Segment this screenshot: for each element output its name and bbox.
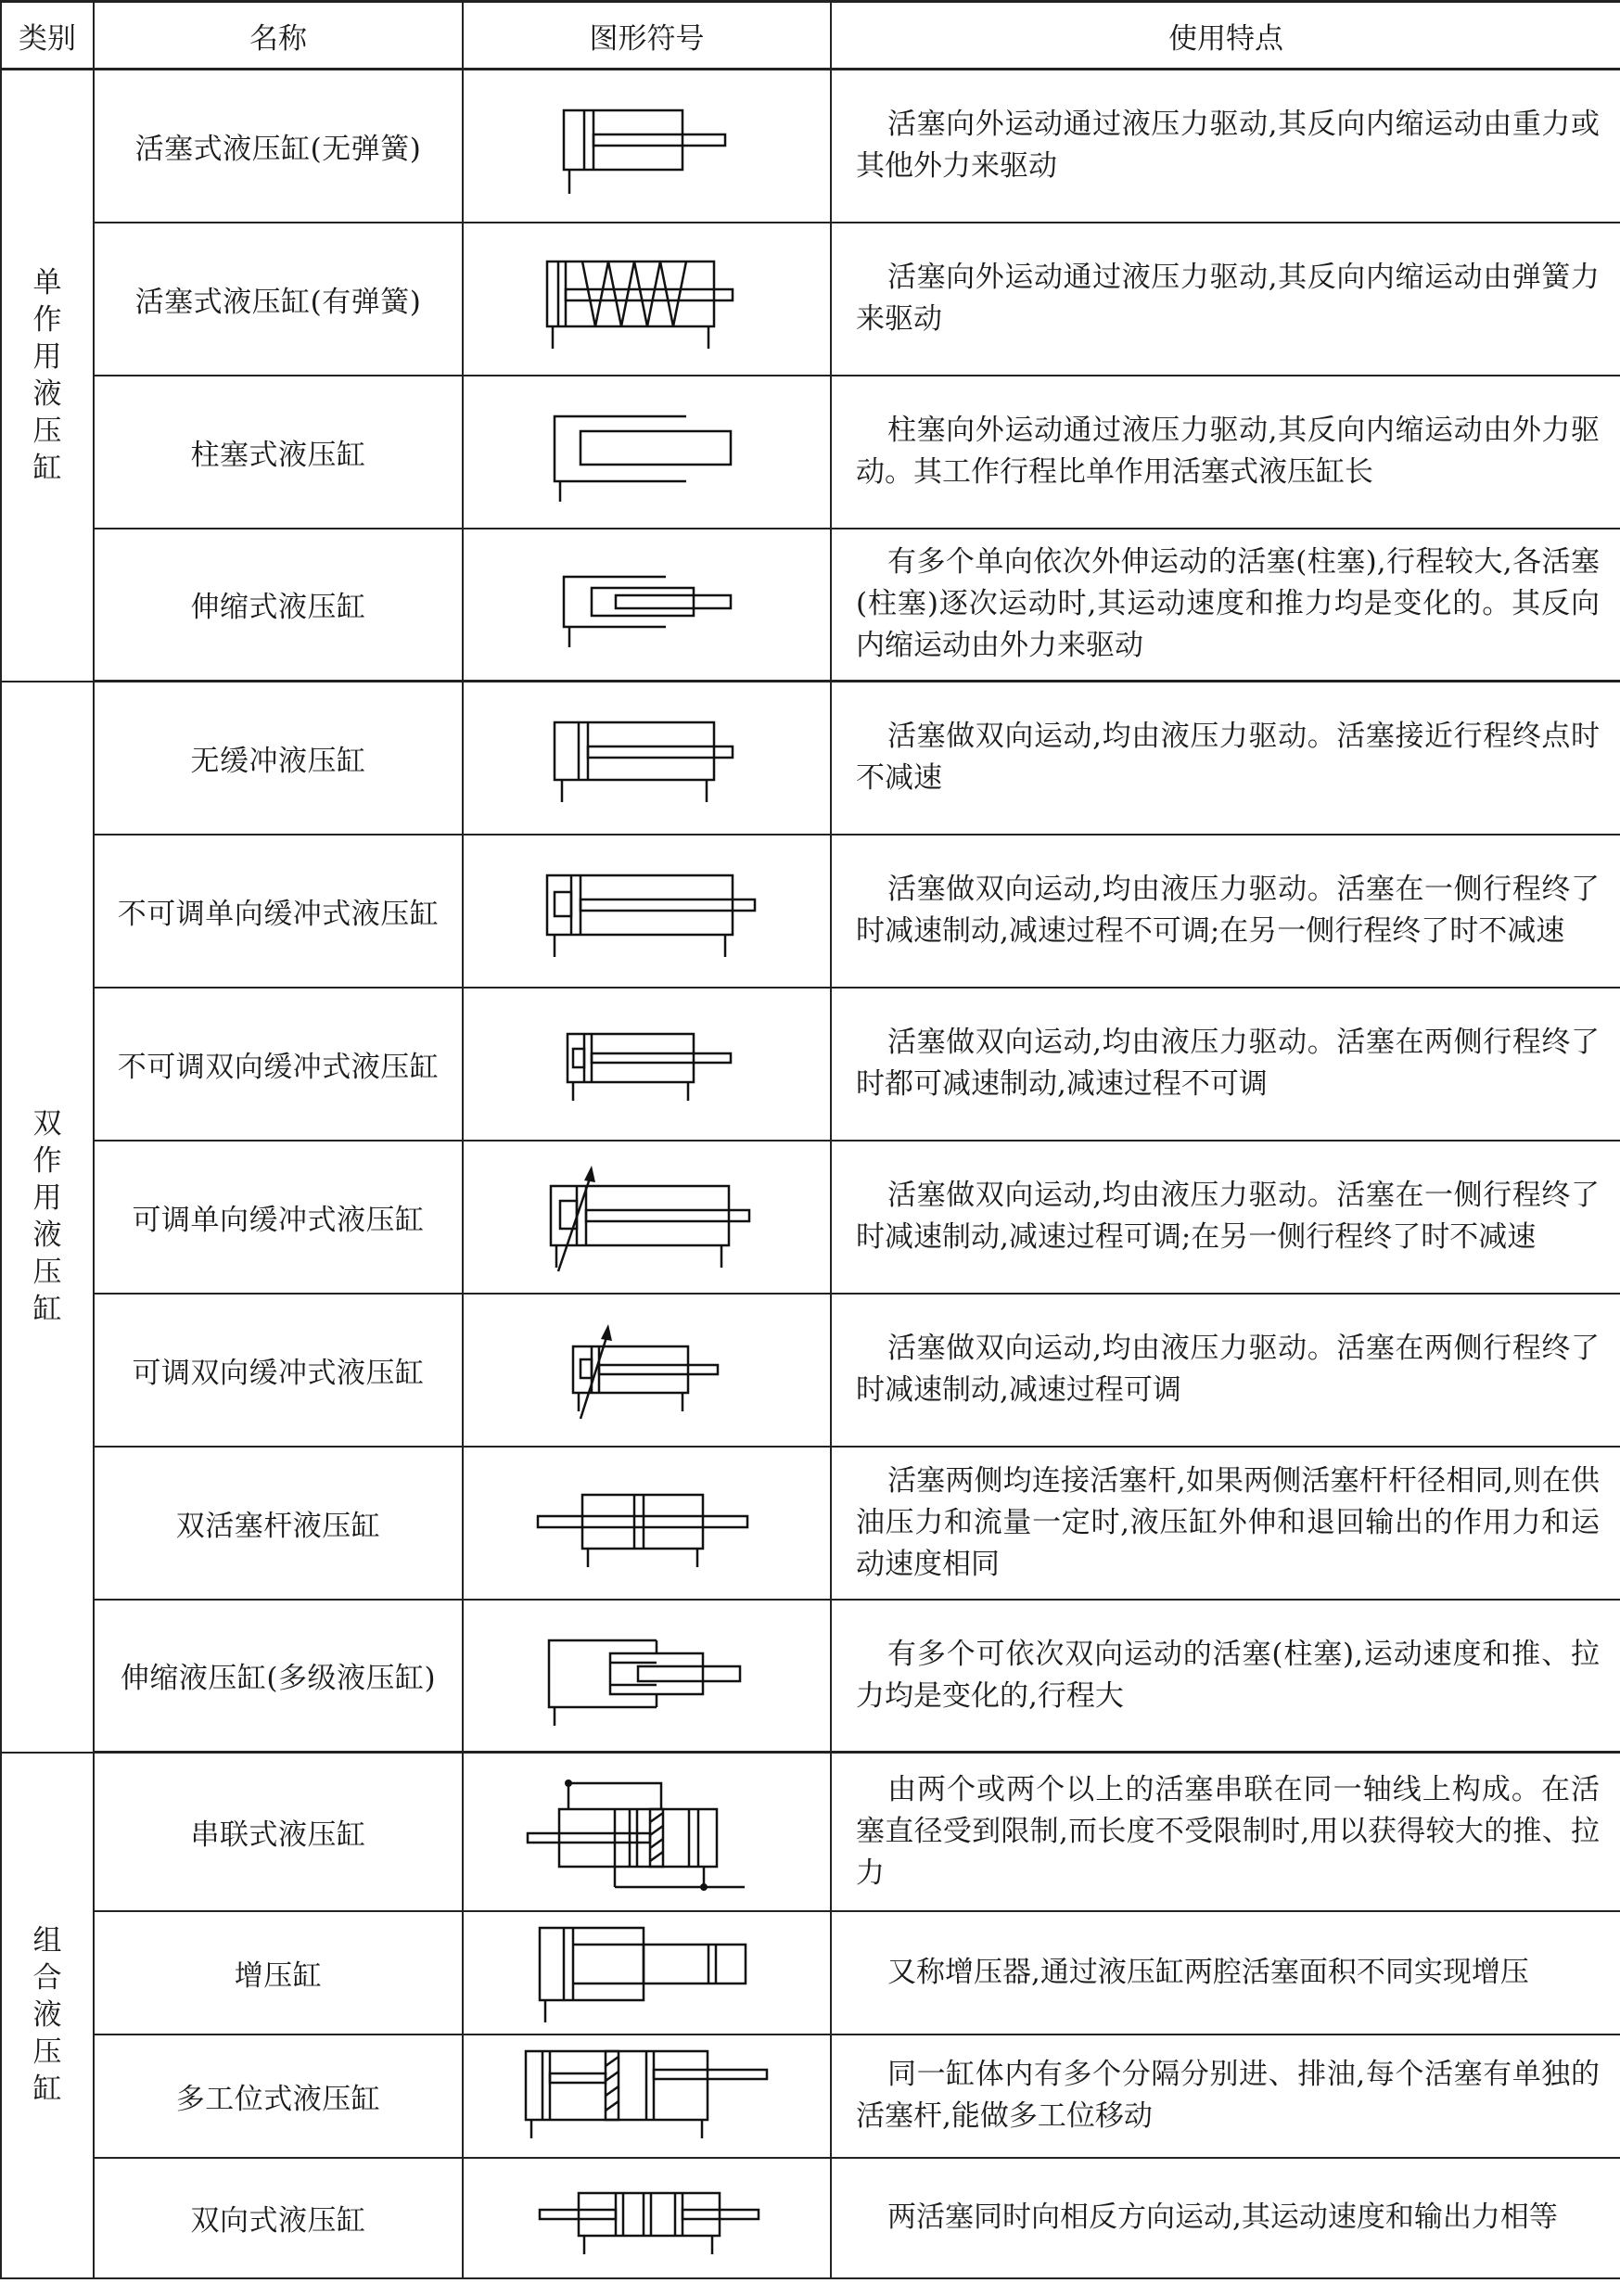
name-cell: 无缓冲液压缸 (94, 682, 463, 835)
table-row (1, 2158, 1620, 2278)
name-cell: 双活塞杆液压缸 (94, 1447, 463, 1600)
feature-cell: 两活塞同时向相反方向运动,其运动速度和输出力相等 (831, 2158, 1620, 2278)
symbol-cell (463, 2158, 831, 2278)
tandem-cylinder-symbol (522, 1757, 772, 1906)
symbol-cell (463, 1447, 831, 1600)
feature-cell: 活塞做双向运动,均由液压力驱动。活塞接近行程终点时不减速 (831, 682, 1620, 835)
feature-cell: 活塞向外运动通过液压力驱动,其反向内缩运动由重力或其他外力来驱动 (831, 70, 1620, 223)
double-acting-no-cushion-symbol (527, 702, 768, 813)
name-cell: 多工位式液压缸 (94, 2035, 463, 2158)
name-cell: 可调双向缓冲式液压缸 (94, 1294, 463, 1447)
feature-cell: 活塞做双向运动,均由液压力驱动。活塞在一侧行程终了时减速制动,减速过程可调;在另一侧行程终了时不减速 (831, 1141, 1620, 1294)
symbol-cell (463, 1141, 831, 1294)
telescopic-single-symbol (527, 549, 768, 660)
name-cell: 串联式液压缸 (94, 1753, 463, 1911)
multi-position-symbol (522, 2040, 772, 2151)
table-row (1, 1911, 1620, 2035)
category-cell (1, 1753, 94, 2278)
table-row (1, 1141, 1620, 1294)
feature-cell: 活塞两侧均连接活塞杆,如果两侧活塞杆杆径相同,则在供油压力和流量一定时,液压缸外伸和退回输出的作用力和运动速度相同 (831, 1447, 1620, 1600)
adjustable-double-cushion-symbol (527, 1309, 768, 1430)
telescopic-multistage-symbol (527, 1620, 768, 1731)
header-row (1, 2, 1620, 70)
fixed-single-cushion-symbol (527, 855, 768, 966)
single-acting-piston-spring-symbol (527, 243, 768, 354)
name-cell: 活塞式液压缸(有弹簧) (94, 223, 463, 376)
symbol-cell (463, 223, 831, 376)
table-row (1, 682, 1620, 835)
table-row (1, 70, 1620, 223)
table-row (1, 2035, 1620, 2158)
symbol-cell (463, 70, 831, 223)
feature-cell: 活塞做双向运动,均由液压力驱动。活塞在两侧行程终了时都可减速制动,减速过程不可调 (831, 988, 1620, 1141)
symbol-cell (463, 376, 831, 529)
fixed-double-cushion-symbol (527, 1008, 768, 1119)
feature-cell: 同一缸体内有多个分隔分别进、排油,每个活塞有单独的活塞杆,能做多工位移动 (831, 2035, 1620, 2158)
bidirectional-symbol (527, 2167, 768, 2269)
category-cell (1, 682, 94, 1753)
name-cell: 可调单向缓冲式液压缸 (94, 1141, 463, 1294)
plunger-cylinder-symbol (527, 396, 768, 507)
name-cell: 伸缩式液压缸 (94, 529, 463, 682)
feature-cell: 又称增压器,通过液压缸两腔活塞面积不同实现增压 (831, 1911, 1620, 2035)
booster-cylinder-symbol (527, 1917, 768, 2028)
symbol-cell (463, 1753, 831, 1911)
table-row (1, 1600, 1620, 1753)
table-row (1, 223, 1620, 376)
header-symbol: 图形符号 (463, 2, 831, 70)
table-row (1, 376, 1620, 529)
name-cell: 不可调单向缓冲式液压缸 (94, 835, 463, 988)
feature-cell: 活塞做双向运动,均由液压力驱动。活塞在一侧行程终了时减速制动,减速过程不可调;在另一侧行程终了时不减速 (831, 835, 1620, 988)
header-name: 名称 (94, 2, 463, 70)
name-cell: 活塞式液压缸(无弹簧) (94, 70, 463, 223)
symbol-cell (463, 1600, 831, 1753)
feature-cell: 活塞做双向运动,均由液压力驱动。活塞在两侧行程终了时减速制动,减速过程可调 (831, 1294, 1620, 1447)
feature-cell: 由两个或两个以上的活塞串联在同一轴线上构成。在活塞直径受到限制,而长度不受限制时,用以获得较大的推、拉力 (831, 1753, 1620, 1911)
double-rod-symbol (527, 1467, 768, 1578)
feature-cell: 活塞向外运动通过液压力驱动,其反向内缩运动由弹簧力来驱动 (831, 223, 1620, 376)
symbol-cell (463, 988, 831, 1141)
symbol-cell (463, 1294, 831, 1447)
feature-cell: 有多个单向依次外伸运动的活塞(柱塞),行程较大,各活塞(柱塞)逐次运动时,其运动速度和推力均是变化的。其反向内缩运动由外力来驱动 (831, 529, 1620, 682)
table-row (1, 835, 1620, 988)
table-row (1, 1447, 1620, 1600)
symbol-cell (463, 835, 831, 988)
table-row (1, 988, 1620, 1141)
symbol-cell (463, 682, 831, 835)
table-row (1, 1753, 1620, 1911)
header-category: 类别 (1, 2, 94, 70)
header-feature: 使用特点 (831, 2, 1620, 70)
category-label: 双作用液压缸 (32, 1107, 62, 1326)
single-acting-piston-no-spring-symbol (527, 90, 768, 201)
table-row (1, 529, 1620, 682)
feature-cell: 有多个可依次双向运动的活塞(柱塞),运动速度和推、拉力均是变化的,行程大 (831, 1600, 1620, 1753)
name-cell: 不可调双向缓冲式液压缸 (94, 988, 463, 1141)
table-row (1, 1294, 1620, 1447)
symbol-cell (463, 1911, 831, 2035)
name-cell: 柱塞式液压缸 (94, 376, 463, 529)
symbol-cell (463, 2035, 831, 2158)
name-cell: 伸缩液压缸(多级液压缸) (94, 1600, 463, 1753)
category-label: 组合液压缸 (32, 1924, 62, 2106)
category-cell (1, 70, 94, 682)
name-cell: 增压缸 (94, 1911, 463, 2035)
name-cell: 双向式液压缸 (94, 2158, 463, 2278)
adjustable-single-cushion-symbol (527, 1156, 768, 1277)
category-label: 单作用液压缸 (32, 265, 62, 485)
feature-cell: 柱塞向外运动通过液压力驱动,其反向内缩运动由外力驱动。其工作行程比单作用活塞式液压缸长 (831, 376, 1620, 529)
symbol-cell (463, 529, 831, 682)
